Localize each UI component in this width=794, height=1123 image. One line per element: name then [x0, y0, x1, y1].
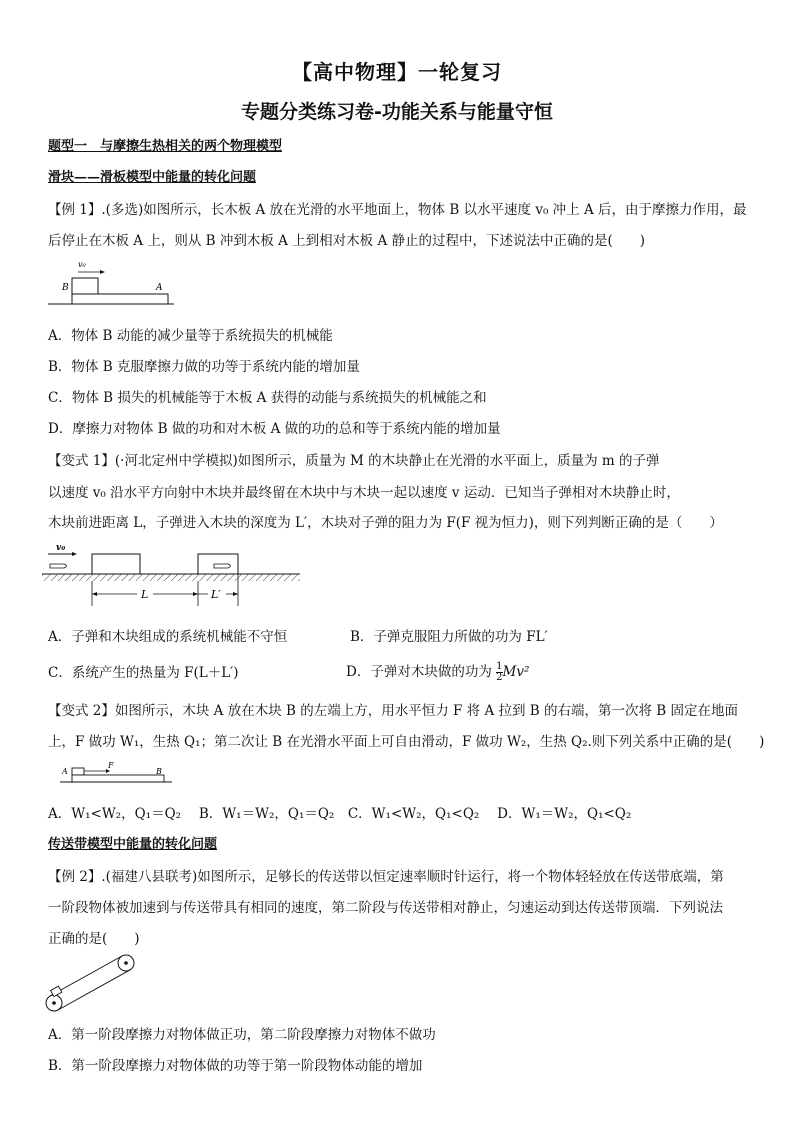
ex1-option-b: B．物体 B 克服摩擦力做的功等于系统内能的增加量	[48, 359, 360, 375]
bullet-initial	[50, 564, 67, 568]
var2-figure-blocks	[52, 760, 176, 788]
ex1-block-b-label: B	[62, 283, 69, 293]
var1-velocity-label: v₀	[56, 543, 66, 553]
block-b	[72, 775, 164, 782]
var1-question-line-2: 以速度 v₀ 沿水平方向射中木块并最终留在木块中与木块一起以速度 v 运动．已知当子弹相对木块静止时，	[48, 485, 680, 501]
ex1-question-line-2: 后停止在木板 A 上，则从 B 冲到木板 A 上到相对木板 A 静止的过程中，下述说法中正确的是( )	[48, 233, 646, 249]
var2-block-b-label: B	[156, 767, 162, 776]
block-b	[72, 278, 98, 294]
ex1-question-line-1: 【例 1】.(多选)如图所示，长木板 A 放在光滑的水平地面上，物体 B 以水平速度 v₀ 冲上 A 后，由于摩擦力作用，最	[48, 202, 747, 218]
fraction-numerator: 1	[496, 661, 503, 672]
ex1-option-a: A．物体 B 动能的减少量等于系统损失的机械能	[48, 328, 333, 344]
subheading-conveyor-model: 传送带模型中能量的转化问题	[48, 837, 218, 852]
ex2-question-line-3: 正确的是( )	[48, 931, 140, 947]
var1-question-line-3: 木块前进距离 L，子弹进入木块的深度为 L′，木块对子弹的阻力为 F(F 视为恒力)，则下列判断正确的是（ ）	[48, 515, 723, 531]
block-initial	[92, 554, 140, 574]
bullet-embedded	[214, 564, 231, 568]
board-a	[72, 294, 168, 304]
block-a	[72, 768, 84, 775]
ex1-option-c: C．物体 B 损失的机械能等于木板 A 获得的动能与系统损失的机械能之和	[48, 390, 487, 406]
ex2-figure-conveyor-belt	[42, 950, 142, 1016]
var1-figure-bullet-block	[42, 540, 304, 618]
ex2-option-b: B．第一阶段摩擦力对物体做的功等于第一阶段物体动能的增加	[48, 1058, 423, 1074]
section-heading-1: 题型一 与摩擦生热相关的两个物理模型	[48, 139, 283, 154]
ex1-board-a-label: A	[156, 283, 163, 293]
var1-depth-lprime-label: L′	[211, 588, 221, 601]
ex1-option-d: D．摩擦力对物体 B 做的功和对木板 A 做的功的总和等于系统内能的增加量	[48, 421, 501, 437]
var1-option-d-expr: Mv²	[502, 664, 530, 680]
var2-force-label: F	[108, 761, 114, 770]
var2-block-a-label: A	[62, 767, 68, 776]
ex2-question-line-1: 【例 2】.(福建八县联考)如图所示，足够长的传送带以恒定速率顺时针运行，将一个物体轻轻放在传送带底端，第	[48, 869, 724, 885]
ex2-option-a: A．第一阶段摩擦力对物体做正功，第二阶段摩擦力对物体不做功	[48, 1027, 436, 1043]
var2-question-line-2: 上，F 做功 W₁，生热 Q₁；第二次让 B 在光滑水平面上可自由滑动，F 做功 W₂，生热 Q₂.则下列关系中正确的是( )	[48, 734, 765, 750]
var2-question-line-1: 【变式 2】如图所示，木块 A 放在木块 B 的左端上方，用水平恒力 F 将 A 拉到 B 的右端，第一次将 B 固定在地面	[48, 703, 739, 719]
ex1-figure-board-block	[48, 258, 178, 310]
fraction-denominator: 2	[496, 672, 503, 683]
subheading-slider-model: 滑块——滑板模型中能量的转化问题	[48, 170, 257, 185]
ex2-question-line-2: 一阶段物体被加速到与传送带具有相同的速度，第二阶段与传送带相对静止，匀速运动到达传送带顶端．下列说法	[48, 900, 723, 916]
var2-options: A．W₁<W₂，Q₁＝Q₂ B．W₁＝W₂，Q₁＝Q₂ C．W₁<W₂，Q₁<Q₂ D．W₁＝W₂，Q₁<Q₂	[48, 806, 632, 822]
var1-question-line-1: 【变式 1】(·河北定州中学模拟)如图所示，质量为 M 的木块静止在光滑的水平面上，质量为 m 的子弹	[48, 453, 660, 469]
var1-distance-l-label: L	[141, 588, 149, 601]
var1-option-d	[346, 658, 746, 686]
var1-option-d-text: D．子弹对木块做的功为	[346, 664, 492, 680]
document-title: 【高中物理】一轮复习	[292, 60, 502, 84]
document-subtitle: 专题分类练习卷-功能关系与能量守恒	[241, 101, 553, 123]
var1-option-a: A．子弹和木块组成的系统机械能不守恒	[48, 629, 288, 645]
ex1-velocity-label: v₀	[78, 260, 86, 269]
var1-option-c: C．系统产生的热量为 F(L＋L′)	[48, 665, 239, 681]
var1-option-b: B．子弹克服阻力所做的功为 FL′	[350, 629, 548, 645]
